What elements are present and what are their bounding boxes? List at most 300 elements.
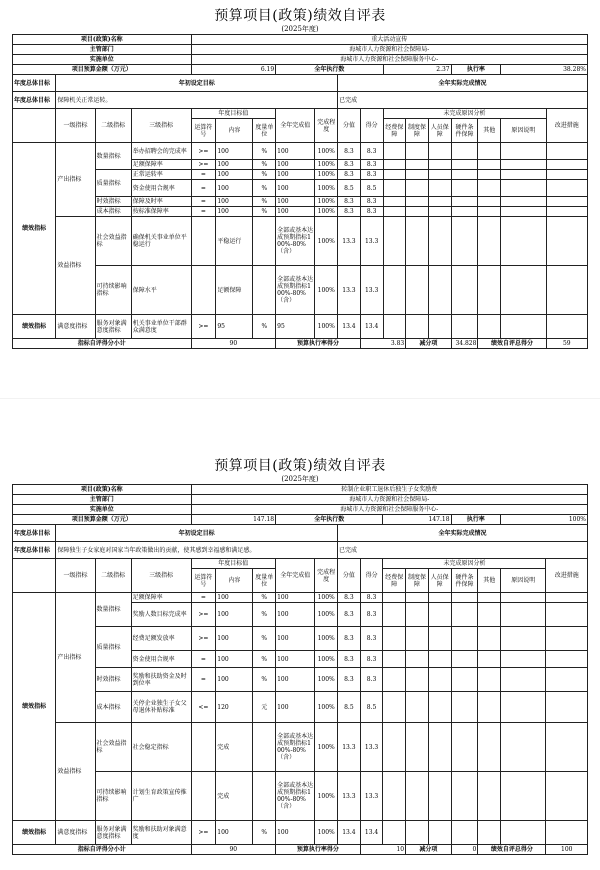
unit-cell — [253, 266, 276, 315]
empty-cell — [428, 217, 451, 266]
degree-cell: 100% — [315, 821, 338, 845]
l2-label: 质量指标 — [95, 627, 131, 668]
goal-label: 年度总体目标 — [13, 75, 56, 92]
done-cell: 100 — [276, 692, 315, 723]
empty-cell — [428, 180, 451, 197]
got-cell: 13.3 — [360, 723, 383, 772]
l3-label: 社会稳定指标 — [131, 723, 191, 772]
blank-cell — [13, 109, 56, 143]
l1-output: 产出指标 — [56, 593, 95, 723]
header-done: 全年完成值 — [276, 559, 315, 593]
degree-cell: 100% — [315, 692, 338, 723]
dept-value: 海城市人力资源和社会保障局- — [191, 45, 587, 55]
header-score: 分值 — [338, 109, 361, 143]
unit-cell: % — [253, 651, 276, 668]
empty-cell — [451, 772, 478, 821]
project-name: 重大活动宣传 — [191, 35, 587, 45]
empty-cell — [478, 603, 501, 627]
unit-cell: % — [253, 160, 276, 170]
target-cell: 足额保障 — [216, 266, 253, 315]
empty-cell — [501, 723, 546, 772]
evaluation-form-2 — [12, 458, 588, 855]
empty-cell — [451, 160, 478, 170]
l2-label: 服务对象满意度指标 — [95, 821, 131, 845]
op-cell: = — [191, 180, 216, 197]
header-op: 运算符号 — [191, 119, 216, 143]
unit-label: 实施单位 — [13, 505, 192, 515]
goal-target: 保障独生子女家庭对国家当年政策做出的贡献，使其感到幸福感和满足感。 — [56, 542, 338, 559]
empty-cell — [478, 170, 501, 180]
blank-cell — [13, 559, 56, 593]
empty-cell — [406, 143, 429, 160]
unit-cell: % — [253, 668, 276, 692]
empty-cell — [478, 266, 501, 315]
empty-cell — [451, 627, 478, 651]
header-other: 其他 — [478, 119, 501, 143]
empty-cell — [501, 668, 546, 692]
goal-actual-header: 全年实际完成情况 — [338, 525, 588, 542]
unit-cell: % — [253, 603, 276, 627]
empty-cell — [451, 315, 478, 339]
empty-cell — [383, 315, 406, 339]
empty-cell — [406, 692, 429, 723]
empty-cell — [501, 821, 546, 845]
got-cell: 13.3 — [360, 266, 383, 315]
empty-cell — [428, 692, 451, 723]
empty-cell — [451, 143, 478, 160]
l2-label: 可持续影响指标 — [95, 266, 131, 315]
empty-cell — [478, 627, 501, 651]
target-cell: 120 — [216, 692, 253, 723]
budget-value: 6.19 — [191, 65, 276, 75]
empty-cell — [478, 821, 501, 845]
empty-cell — [383, 627, 406, 651]
empty-cell — [451, 207, 478, 217]
total-label: 指标自评得分小计 — [13, 339, 192, 349]
done-cell: 100 — [276, 593, 315, 603]
l3-label: 正常运转率 — [131, 170, 191, 180]
target-cell: 100 — [216, 170, 253, 180]
target-cell: 平稳运行 — [216, 217, 253, 266]
empty-cell — [428, 668, 451, 692]
rate-value: 38.28% — [501, 65, 588, 75]
empty-cell — [428, 821, 451, 845]
got-cell: 8.3 — [360, 651, 383, 668]
total-value: 90 — [191, 339, 276, 349]
empty-cell — [428, 627, 451, 651]
score-cell: 8.3 — [338, 197, 361, 207]
score-cell: 13.3 — [338, 217, 361, 266]
done-cell: 100 — [276, 180, 315, 197]
got-cell: 13.3 — [360, 217, 383, 266]
target-cell: 100 — [216, 603, 253, 627]
goal-label: 年度总体目标 — [13, 92, 56, 109]
empty-cell — [406, 160, 429, 170]
empty-cell — [428, 593, 451, 603]
empty-cell — [428, 603, 451, 627]
empty-cell — [406, 170, 429, 180]
empty-cell — [501, 160, 546, 170]
budget-label: 项目预算金额（万元） — [13, 65, 192, 75]
score-cell: 8.3 — [338, 143, 361, 160]
empty-cell — [383, 692, 406, 723]
got-cell: 13.4 — [360, 821, 383, 845]
op-cell: >= — [191, 821, 216, 845]
degree-cell: 100% — [315, 143, 338, 160]
done-cell: 100 — [276, 143, 315, 160]
l3-label: 按标准保障率 — [131, 207, 191, 217]
empty-cell — [428, 143, 451, 160]
header-l1: 一级指标 — [56, 559, 95, 593]
l1-effect: 效益指标 — [56, 723, 95, 821]
empty-cell — [501, 170, 546, 180]
unit-label: 实施单位 — [13, 55, 192, 65]
empty-cell — [501, 217, 546, 266]
l2-label: 质量指标 — [95, 170, 131, 197]
l2-label: 成本指标 — [95, 692, 131, 723]
empty-cell — [478, 651, 501, 668]
got-cell: 8.5 — [360, 180, 383, 197]
got-cell: 8.3 — [360, 160, 383, 170]
unit-value: 海城市人力资源和社会保障服务中心- — [191, 55, 587, 65]
target-cell: 100 — [216, 668, 253, 692]
l3-label: 资金使用合规率 — [131, 651, 191, 668]
empty-cell — [501, 603, 546, 627]
empty-cell — [478, 772, 501, 821]
done-cell: 100 — [276, 821, 315, 845]
header-l3: 三级指标 — [131, 559, 191, 593]
empty-cell — [546, 207, 587, 217]
empty-cell — [383, 593, 406, 603]
rate-value: 100% — [501, 515, 588, 525]
unit-cell — [253, 772, 276, 821]
degree-cell: 100% — [315, 315, 338, 339]
op-cell: >= — [191, 603, 216, 627]
empty-cell — [428, 723, 451, 772]
total-label: 指标自评得分小计 — [13, 845, 192, 855]
got-cell: 8.5 — [360, 692, 383, 723]
op-cell: = — [191, 207, 216, 217]
op-cell: = — [191, 651, 216, 668]
header-hardware: 硬件条件保障 — [451, 569, 478, 593]
empty-cell — [501, 772, 546, 821]
target-cell: 100 — [216, 627, 253, 651]
goal-target-header: 年初设定目标 — [56, 75, 338, 92]
done-cell: 100 — [276, 197, 315, 207]
empty-cell — [478, 668, 501, 692]
header-content: 内容 — [216, 119, 253, 143]
unit-cell: % — [253, 143, 276, 160]
evaluation-form-1 — [12, 8, 588, 349]
score-cell: 8.3 — [338, 593, 361, 603]
empty-cell — [451, 692, 478, 723]
l1-sat: 满意度指标 — [56, 821, 95, 845]
score-cell: 8.5 — [338, 180, 361, 197]
header-l2: 二级指标 — [95, 109, 131, 143]
unit-cell: % — [253, 821, 276, 845]
got-cell: 8.3 — [360, 627, 383, 651]
header-improve: 改进措施 — [546, 559, 588, 593]
done-cell: 100 — [276, 603, 315, 627]
l3-label: 奖励和扶助对象满意度 — [131, 821, 191, 845]
op-cell: = — [191, 593, 216, 603]
empty-cell — [428, 315, 451, 339]
header-l3: 三级指标 — [131, 109, 191, 143]
score-cell: 13.4 — [338, 315, 361, 339]
final-value: 59 — [546, 339, 587, 349]
empty-cell — [406, 651, 429, 668]
deduct-value: 0 — [451, 845, 478, 855]
score-cell: 13.3 — [338, 723, 361, 772]
score-cell: 8.3 — [338, 603, 361, 627]
l2-label: 时效指标 — [95, 197, 131, 207]
empty-cell — [546, 197, 587, 207]
target-cell: 100 — [216, 821, 253, 845]
empty-cell — [546, 217, 587, 266]
target-cell: 完成 — [216, 772, 253, 821]
empty-cell — [406, 821, 429, 845]
project-name: 转制企业职工退休后独生子女奖励费 — [191, 485, 588, 495]
empty-cell — [406, 668, 429, 692]
empty-cell — [478, 160, 501, 170]
header-staff: 人员保障 — [428, 569, 451, 593]
l3-label: 奖励人数目标完成率 — [131, 603, 191, 627]
deduct-value: 34.828 — [451, 339, 478, 349]
l3-label: 保障水平 — [131, 266, 191, 315]
dept-label: 主管部门 — [13, 495, 192, 505]
target-cell: 100 — [216, 180, 253, 197]
header-reason-group: 未完成原因分析 — [383, 109, 546, 119]
empty-cell — [406, 197, 429, 207]
empty-cell — [428, 197, 451, 207]
empty-cell — [383, 651, 406, 668]
degree-cell: 100% — [315, 180, 338, 197]
target-cell: 完成 — [216, 723, 253, 772]
unit-cell: % — [253, 170, 276, 180]
exec-value: 147.18 — [383, 515, 451, 525]
empty-cell — [501, 315, 546, 339]
empty-cell — [501, 627, 546, 651]
empty-cell — [406, 603, 429, 627]
op-cell: = — [191, 668, 216, 692]
empty-cell — [383, 207, 406, 217]
empty-cell — [383, 723, 406, 772]
got-cell: 8.3 — [360, 207, 383, 217]
done-cell: 100 — [276, 668, 315, 692]
exec-label: 全年执行数 — [276, 65, 383, 75]
project-name-label: 项目(政策)名称 — [13, 35, 192, 45]
budget-value: 147.18 — [191, 515, 276, 525]
empty-cell — [383, 772, 406, 821]
header-system: 制度保障 — [406, 569, 429, 593]
final-label: 绩效自评总得分 — [478, 339, 546, 349]
header-funds: 经费保障 — [383, 119, 406, 143]
empty-cell — [478, 593, 501, 603]
page-gap — [0, 398, 600, 455]
degree-cell: 100% — [315, 627, 338, 651]
target-cell: 100 — [216, 207, 253, 217]
header-improve: 改进措施 — [546, 109, 587, 143]
empty-cell — [546, 723, 588, 772]
done-cell: 95 — [276, 315, 315, 339]
deduct-label: 减分项 — [406, 339, 451, 349]
empty-cell — [478, 692, 501, 723]
header-op: 运算符号 — [191, 569, 216, 593]
evaluation-table — [12, 484, 588, 855]
empty-cell — [406, 180, 429, 197]
target-cell: 100 — [216, 143, 253, 160]
op-cell — [191, 723, 216, 772]
empty-cell — [546, 143, 587, 160]
form-title: 预算项目(政策)绩效自评表 — [214, 458, 386, 474]
empty-cell — [546, 668, 588, 692]
score-cell: 13.3 — [338, 266, 361, 315]
header-system: 制度保障 — [406, 119, 429, 143]
degree-cell: 100% — [315, 197, 338, 207]
empty-cell — [406, 266, 429, 315]
goal-label: 年度总体目标 — [13, 525, 56, 542]
empty-cell — [406, 593, 429, 603]
done-cell: 全部或基本达成预期指标100%-80%（含） — [276, 266, 315, 315]
empty-cell — [383, 180, 406, 197]
empty-cell — [546, 821, 588, 845]
degree-cell: 100% — [315, 651, 338, 668]
unit-cell — [253, 217, 276, 266]
done-cell: 全部或基本达成预期指标100%-80%（含） — [276, 772, 315, 821]
empty-cell — [501, 207, 546, 217]
got-cell: 13.4 — [360, 315, 383, 339]
done-cell: 全部或基本达成预期指标100%-80%（含） — [276, 217, 315, 266]
final-label: 绩效自评总得分 — [478, 845, 546, 855]
empty-cell — [501, 143, 546, 160]
empty-cell — [406, 207, 429, 217]
got-cell: 8.3 — [360, 143, 383, 160]
empty-cell — [406, 772, 429, 821]
score-cell: 8.3 — [338, 651, 361, 668]
empty-cell — [501, 593, 546, 603]
l2-label: 社会效益指标 — [95, 217, 131, 266]
header-l2: 二级指标 — [95, 559, 131, 593]
empty-cell — [546, 627, 588, 651]
empty-cell — [428, 160, 451, 170]
l3-label: 计划生育政策宣传推广 — [131, 772, 191, 821]
empty-cell — [428, 772, 451, 821]
goal-target: 保障机关正常运转。 — [56, 92, 338, 109]
project-name-label: 项目(政策)名称 — [13, 485, 192, 495]
dept-label: 主管部门 — [13, 45, 192, 55]
l2-label: 社会效益指标 — [95, 723, 131, 772]
got-cell: 8.3 — [360, 593, 383, 603]
perf-label: 绩效指标 — [13, 821, 56, 845]
degree-cell: 100% — [315, 207, 338, 217]
unit-cell: % — [253, 627, 276, 651]
exec-value: 2.37 — [383, 65, 451, 75]
empty-cell — [478, 207, 501, 217]
empty-cell — [383, 217, 406, 266]
empty-cell — [546, 180, 587, 197]
header-explain: 原因说明 — [501, 569, 546, 593]
empty-cell — [451, 821, 478, 845]
degree-cell: 100% — [315, 160, 338, 170]
final-value: 100 — [546, 845, 588, 855]
empty-cell — [383, 197, 406, 207]
header-l1: 一级指标 — [56, 109, 95, 143]
unit-cell: 元 — [253, 692, 276, 723]
empty-cell — [546, 651, 588, 668]
target-cell: 95 — [216, 315, 253, 339]
l2-label: 时效指标 — [95, 668, 131, 692]
l3-label: 资金使用合规率 — [131, 180, 191, 197]
empty-cell — [383, 160, 406, 170]
degree-cell: 100% — [315, 593, 338, 603]
empty-cell — [478, 217, 501, 266]
l3-label: 足额保障率 — [131, 160, 191, 170]
empty-cell — [501, 266, 546, 315]
rate-label: 执行率 — [451, 515, 501, 525]
l2-label: 可持续影响指标 — [95, 772, 131, 821]
degree-cell: 100% — [315, 668, 338, 692]
empty-cell — [406, 315, 429, 339]
op-cell — [191, 772, 216, 821]
form-year: (2025年度) — [281, 475, 319, 483]
l3-label: 经费足额发放率 — [131, 627, 191, 651]
target-cell: 100 — [216, 651, 253, 668]
empty-cell — [478, 180, 501, 197]
done-cell: 100 — [276, 160, 315, 170]
got-cell: 8.3 — [360, 170, 383, 180]
empty-cell — [451, 593, 478, 603]
budget-score-value: 10 — [360, 845, 405, 855]
empty-cell — [428, 207, 451, 217]
goal-actual: 已完成 — [338, 92, 588, 109]
header-staff: 人员保障 — [428, 119, 451, 143]
empty-cell — [406, 723, 429, 772]
target-cell: 100 — [216, 593, 253, 603]
degree-cell: 100% — [315, 266, 338, 315]
empty-cell — [546, 603, 588, 627]
empty-cell — [428, 651, 451, 668]
empty-cell — [451, 603, 478, 627]
empty-cell — [383, 170, 406, 180]
empty-cell — [451, 170, 478, 180]
unit-cell: % — [253, 180, 276, 197]
header-reason-group: 未完成原因分析 — [383, 559, 546, 569]
empty-cell — [546, 266, 587, 315]
degree-cell: 100% — [315, 217, 338, 266]
got-cell: 13.3 — [360, 772, 383, 821]
empty-cell — [383, 821, 406, 845]
empty-cell — [546, 315, 587, 339]
budget-label: 项目预算金额（万元） — [13, 515, 192, 525]
empty-cell — [546, 692, 588, 723]
op-cell — [191, 217, 216, 266]
degree-cell: 100% — [315, 772, 338, 821]
header-unit: 度量单位 — [253, 569, 276, 593]
op-cell — [191, 266, 216, 315]
perf-label: 绩效指标 — [13, 315, 56, 339]
goal-actual-header: 全年实际完成情况 — [338, 75, 588, 92]
done-cell: 100 — [276, 207, 315, 217]
goal-target-header: 年初设定目标 — [56, 525, 338, 542]
l3-label: 确保机关事业单位平稳运行 — [131, 217, 191, 266]
empty-cell — [383, 266, 406, 315]
got-cell: 8.3 — [360, 197, 383, 207]
header-content: 内容 — [216, 569, 253, 593]
op-cell: >= — [191, 143, 216, 160]
header-score: 分值 — [338, 559, 361, 593]
l3-label: 奖励和扶助资金及时到位率 — [131, 668, 191, 692]
done-cell: 100 — [276, 627, 315, 651]
